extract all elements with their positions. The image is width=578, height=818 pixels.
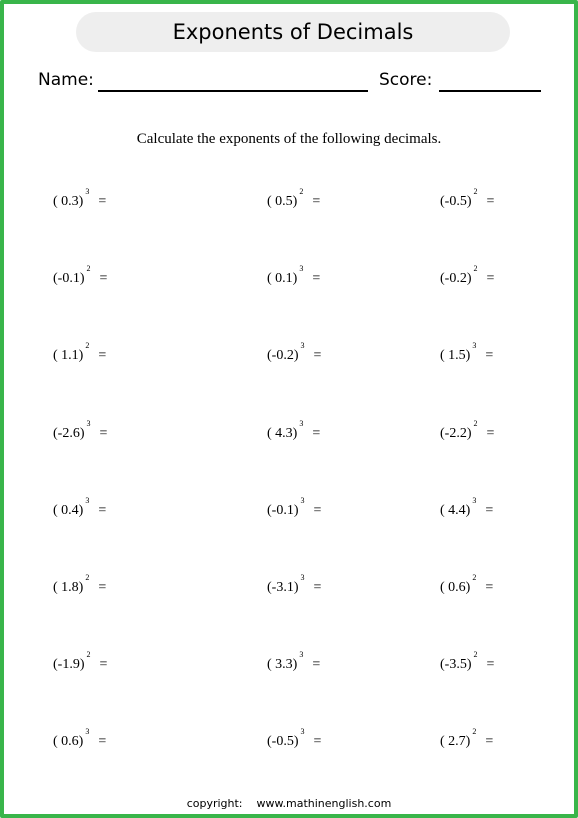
problem-exponent: 2: [473, 187, 478, 196]
problem-base: ( 1.1): [53, 348, 84, 363]
name-blank-line[interactable]: [98, 90, 368, 92]
problem-equals: =: [99, 271, 108, 286]
problem-equals: =: [486, 271, 495, 286]
problem-exponent: 2: [473, 264, 478, 273]
problem-base: (-0.5): [267, 734, 299, 749]
problem-equals: =: [486, 657, 495, 672]
problem-base: ( 0.3): [53, 194, 84, 209]
problem-item: [53, 496, 107, 523]
problem-equals: =: [485, 734, 494, 749]
problem-item: [53, 727, 107, 754]
problem-exponent: 3: [85, 187, 90, 196]
problem-exponent: 2: [473, 650, 478, 659]
problem-item: [267, 496, 322, 523]
problem-base: ( 0.1): [267, 271, 298, 286]
problem-equals: =: [313, 734, 322, 749]
problem-equals: =: [312, 426, 321, 441]
problem-base: ( 1.8): [53, 580, 84, 595]
problem-equals: =: [486, 194, 495, 209]
problem-item: [440, 419, 495, 446]
problem-base: ( 0.5): [267, 194, 298, 209]
problem-equals: =: [99, 657, 108, 672]
problem-base: (-2.2): [440, 426, 472, 441]
problem-exponent: 3: [86, 419, 91, 428]
problem-item: [267, 341, 322, 368]
website-link[interactable]: www.mathinenglish.com: [256, 797, 392, 810]
problem-exponent: 2: [86, 650, 91, 659]
problem-exponent: 2: [472, 573, 477, 582]
problem-equals: =: [98, 503, 107, 518]
problem-equals: =: [99, 426, 108, 441]
worksheet-title: Exponents of Decimals: [172, 20, 414, 44]
problem-exponent: 3: [300, 496, 305, 505]
problem-item: [267, 419, 321, 446]
problem-item: [267, 727, 322, 754]
worksheet-title-banner: [76, 12, 510, 52]
problem-base: ( 4.3): [267, 426, 298, 441]
problem-base: (-1.9): [53, 657, 85, 672]
problem-equals: =: [313, 503, 322, 518]
problem-item: [267, 573, 322, 600]
problem-item: [267, 650, 321, 677]
instructions: Calculate the exponents of the following decimals.: [136, 131, 442, 147]
problem-equals: =: [485, 503, 494, 518]
problem-base: (-0.5): [440, 194, 472, 209]
problem-exponent: 2: [473, 419, 478, 428]
problem-item: [53, 187, 107, 214]
problem-item: [267, 187, 321, 214]
problem-item: [53, 650, 108, 677]
score-label: Score:: [379, 70, 433, 90]
problem-base: (-0.2): [267, 348, 299, 363]
name-score-row: [38, 70, 548, 96]
problem-equals: =: [485, 348, 494, 363]
problem-exponent: 3: [472, 496, 477, 505]
problem-item: [440, 650, 495, 677]
problem-exponent: 3: [472, 341, 477, 350]
problem-item: [53, 573, 107, 600]
score-blank-line[interactable]: [439, 90, 541, 92]
problem-base: (-0.2): [440, 271, 472, 286]
problem-exponent: 2: [85, 341, 90, 350]
problem-base: ( 0.6): [440, 580, 471, 595]
problem-item: [53, 264, 108, 291]
problem-item: [267, 264, 321, 291]
problem-exponent: 2: [86, 264, 91, 273]
problem-base: (-3.5): [440, 657, 472, 672]
problem-equals: =: [486, 426, 495, 441]
problem-item: [440, 727, 494, 754]
problem-base: (-0.1): [267, 503, 299, 518]
problem-exponent: 3: [85, 727, 90, 736]
name-label: Name:: [38, 70, 94, 90]
problem-base: ( 3.3): [267, 657, 298, 672]
problem-exponent: 3: [85, 496, 90, 505]
problem-base: ( 0.6): [53, 734, 84, 749]
problem-item: [440, 496, 494, 523]
problem-exponent: 3: [300, 341, 305, 350]
problem-base: (-2.6): [53, 426, 85, 441]
problem-item: [440, 187, 495, 214]
problem-equals: =: [98, 194, 107, 209]
problem-exponent: 3: [300, 727, 305, 736]
problem-item: [53, 419, 108, 446]
problem-base: (-3.1): [267, 580, 299, 595]
problem-equals: =: [313, 580, 322, 595]
problem-exponent: 3: [299, 264, 304, 273]
problem-base: (-0.1): [53, 271, 85, 286]
problem-exponent: 2: [85, 573, 90, 582]
problem-item: [440, 341, 494, 368]
copyright-label: copyright:: [186, 797, 243, 810]
problem-base: ( 4.4): [440, 503, 471, 518]
problem-base: ( 2.7): [440, 734, 471, 749]
problem-equals: =: [98, 580, 107, 595]
problem-exponent: 3: [299, 650, 304, 659]
problem-item: [440, 573, 494, 600]
problem-equals: =: [313, 348, 322, 363]
problem-exponent: 2: [299, 187, 304, 196]
problem-equals: =: [485, 580, 494, 595]
footer: [0, 797, 578, 810]
problem-equals: =: [312, 657, 321, 672]
problem-equals: =: [98, 734, 107, 749]
problem-base: ( 0.4): [53, 503, 84, 518]
problem-exponent: 2: [472, 727, 477, 736]
problem-item: [440, 264, 495, 291]
problem-item: [53, 341, 107, 368]
problem-equals: =: [312, 194, 321, 209]
problem-equals: =: [98, 348, 107, 363]
problem-base: ( 1.5): [440, 348, 471, 363]
problem-exponent: 3: [300, 573, 305, 582]
problem-equals: =: [312, 271, 321, 286]
problem-exponent: 3: [299, 419, 304, 428]
